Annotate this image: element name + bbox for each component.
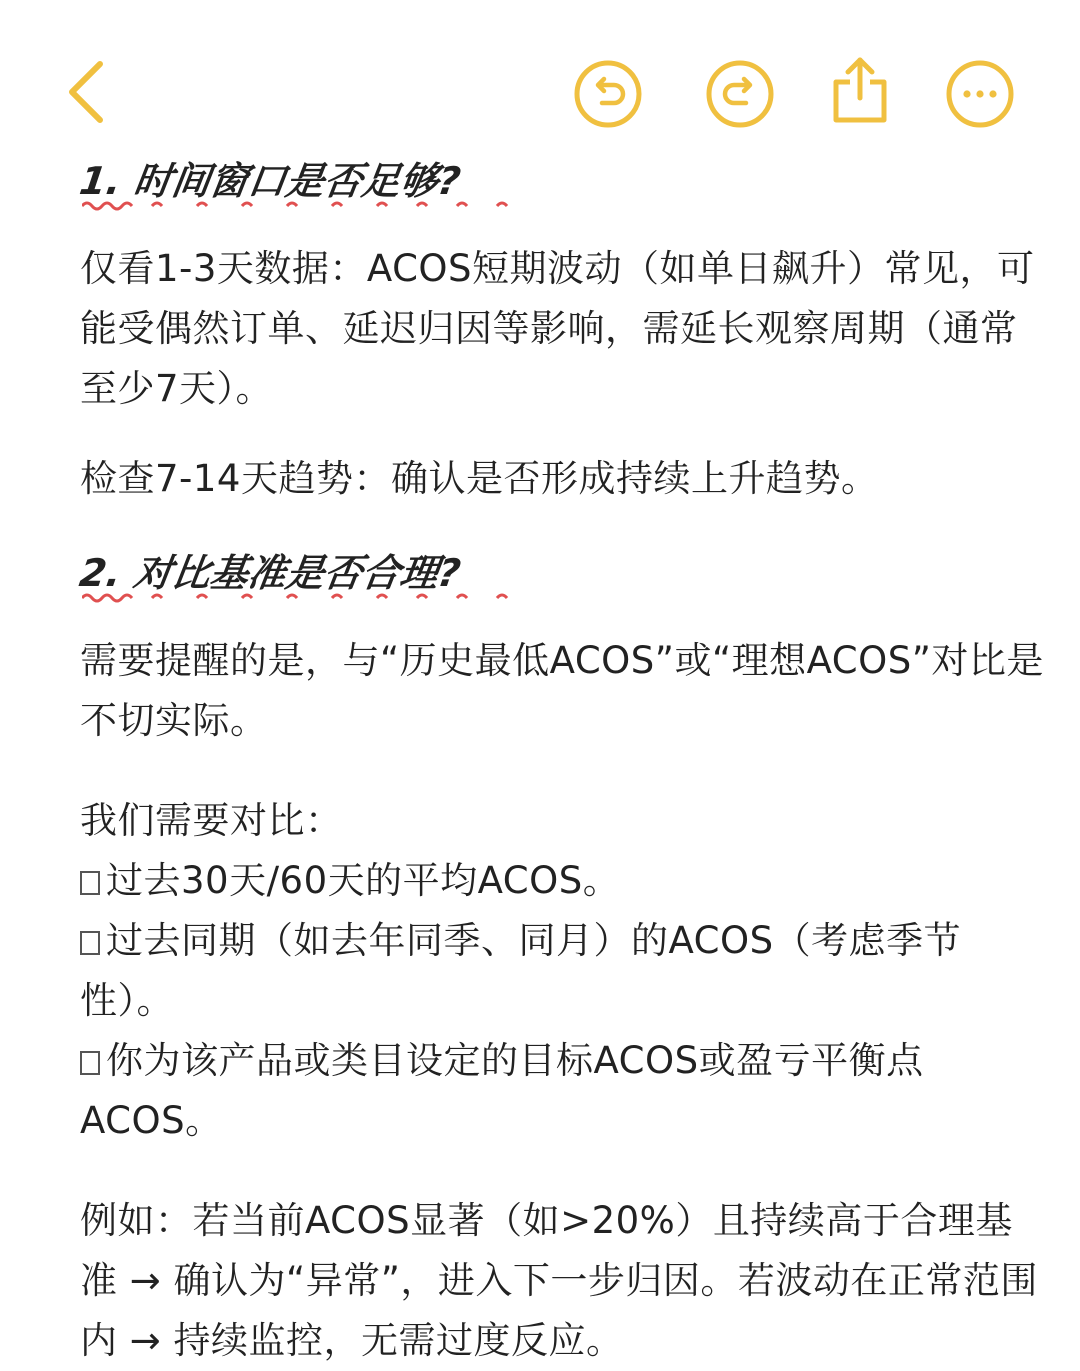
chevron-left-icon[interactable]	[60, 58, 112, 126]
checkbox-icon[interactable]	[80, 931, 100, 955]
share-icon[interactable]	[828, 52, 892, 128]
comparison-list	[80, 791, 1045, 1151]
list-item: 过去同期（如去年同季、同月）的ACOS（考虑季节性）。	[80, 919, 962, 1022]
checkbox-icon[interactable]	[80, 1051, 100, 1075]
checkbox-icon[interactable]	[80, 871, 100, 895]
paragraph-benchmark-warning: 需要提醒的是，与“历史最低ACOS”或“理想ACOS”对比是不切实际。	[80, 639, 1044, 742]
paragraph-short-term: 仅看1-3天数据：ACOS短期波动（如单日飙升）常见，可能受偶然订单、延迟归因等影响，需延长观察周期（通常至少7天）。	[80, 247, 1035, 410]
paragraph-example: 例如：若当前ACOS显著（如>20%）且持续高于合理基准 → 确认为“异常”，进入下一步归因。若波动在正常范围内 → 持续监控，无需过度反应。	[80, 1199, 1038, 1362]
section-heading-2: 2. 对比基准是否合理?	[80, 547, 1045, 611]
redo-icon[interactable]	[704, 58, 776, 130]
paragraph-trend-check: 检查7-14天趋势：确认是否形成持续上升趋势。	[80, 457, 879, 500]
list-intro: 我们需要对比：	[80, 799, 343, 842]
note-body[interactable]	[76, 155, 1045, 1371]
spellcheck-underline	[82, 199, 522, 213]
spellcheck-underline	[82, 591, 522, 605]
more-horizontal-icon[interactable]	[944, 58, 1016, 130]
undo-icon[interactable]	[572, 58, 644, 130]
note-toolbar	[0, 0, 1080, 150]
list-item: 你为该产品或类目设定的目标ACOS或盈亏平衡点ACOS。	[80, 1039, 924, 1142]
list-item: 过去30天/60天的平均ACOS。	[80, 851, 1045, 911]
section-heading-1: 1. 时间窗口是否足够?	[80, 155, 1045, 219]
